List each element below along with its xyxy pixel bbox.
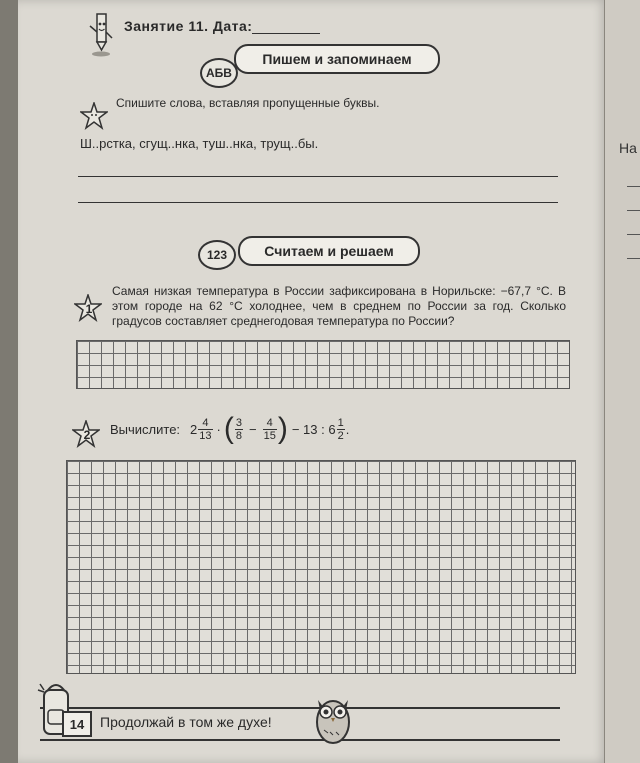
denominator: 15 [263, 429, 276, 442]
expression-end: . [345, 421, 350, 437]
fraction [337, 417, 345, 442]
numerator: 4 [202, 416, 209, 429]
denominator: 2 [337, 429, 344, 442]
whole-number: 2 [190, 421, 198, 437]
date-line [252, 33, 320, 34]
denominator: 13 [199, 429, 212, 442]
numerator: 3 [235, 416, 242, 429]
motto: Продолжай в том же духе! [100, 714, 272, 730]
next-page-line [627, 234, 640, 235]
numerator: 4 [266, 416, 273, 429]
spelling-words: Ш..рстка, сгущ..нка, туш..нка, трущ..бы. [80, 136, 319, 151]
next-page-line [627, 210, 640, 211]
open-paren: ( [223, 412, 234, 445]
abc-icon: АБВ [200, 58, 238, 88]
fraction [198, 417, 212, 442]
section-title-math: Считаем и решаем [238, 236, 420, 266]
close-paren: ) [277, 412, 288, 445]
numbers-icon: 123 [198, 240, 236, 270]
fraction [235, 417, 243, 442]
writing-line [78, 176, 558, 177]
task-number: 2 [83, 428, 91, 442]
next-page-line [627, 258, 640, 259]
pencil-mascot-icon [86, 10, 116, 58]
denominator: 8 [235, 429, 242, 442]
next-page-edge [604, 0, 640, 763]
spelling-instruction: Спишите слова, вставляя пропущенные буквы. [116, 96, 380, 110]
task-number: 1 [85, 302, 93, 316]
numerator: 1 [337, 416, 344, 429]
operator: · [216, 421, 221, 437]
next-page-line [627, 186, 640, 187]
page-number: 14 [62, 711, 92, 737]
next-page-text: На [619, 140, 637, 156]
lesson-title: Занятие 11. Дата: [124, 18, 253, 34]
work-grid [66, 460, 576, 674]
star-icon [80, 102, 108, 130]
operator: − [249, 421, 257, 437]
math-expression [110, 414, 349, 444]
writing-line [78, 202, 558, 203]
compute-label: Вычислите: [110, 421, 181, 437]
answer-grid [76, 340, 570, 389]
section-title-writing: Пишем и запоминаем [234, 44, 440, 74]
expression-tail: − 13 : 6 [291, 421, 336, 437]
fraction [263, 417, 277, 442]
task-1-text: Самая низкая температура в России зафиксирована в Норильске: −67,7 °С. В этом городе на 62 °С холоднее, чем в среднем по России за год. Сколько градусов составляет среднегодовая температура по России? [112, 284, 566, 328]
owl-icon [312, 686, 354, 746]
